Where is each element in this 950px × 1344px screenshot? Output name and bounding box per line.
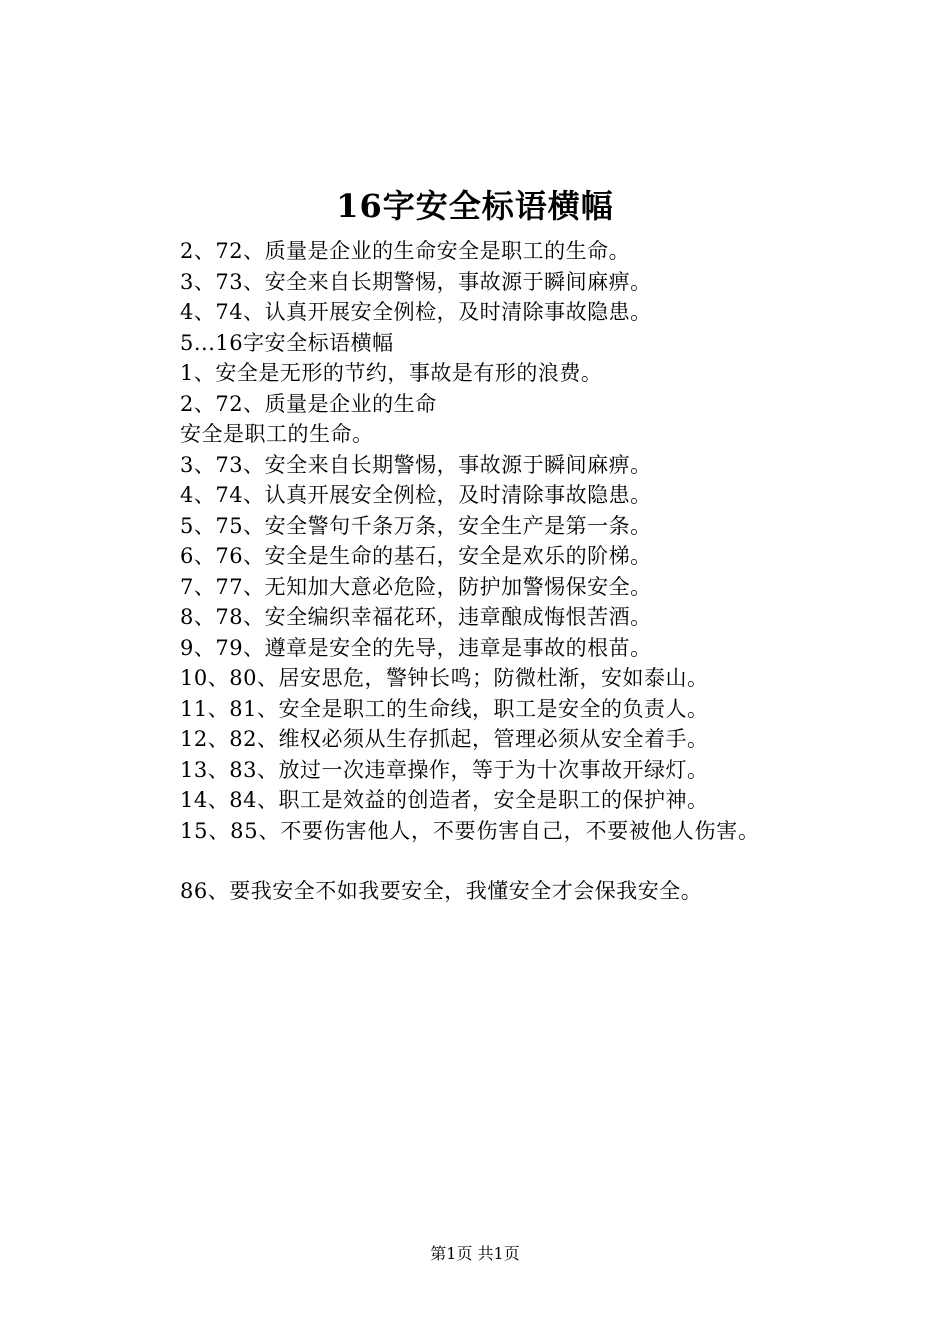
document-body [180, 236, 870, 907]
text-line: 13、83、放过一次违章操作，等于为十次事故开绿灯。 [180, 757, 709, 782]
page-footer: 第1页 共1页 [430, 1244, 520, 1263]
text-line: 8、78、安全编织幸福花环，违章酿成悔恨苦酒。 [180, 605, 652, 629]
text-line: 1、安全是无形的节约，事故是有形的浪费。 [180, 361, 603, 385]
text-line: 11、81、安全是职工的生命线，职工是安全的负责人。 [180, 696, 709, 721]
text-line: 4、74、认真开展安全例检，及时清除事故隐患。 [180, 483, 652, 507]
text-line: 12、82、维权必须从生存抓起，管理必须从安全着手。 [180, 727, 709, 751]
text-line: 2、72、质量是企业的生命 [180, 391, 437, 416]
text-line: 4、74、认真开展安全例检，及时清除事故隐患。 [180, 300, 652, 324]
text-line: 3、73、安全来自长期警惕，事故源于瞬间麻痹。 [180, 269, 652, 294]
text-line: 5...16字安全标语横幅 [180, 330, 394, 355]
text-line: 6、76、安全是生命的基石，安全是欢乐的阶梯。 [180, 544, 652, 568]
text-line: 5、75、安全警句千条万条，安全生产是第一条。 [180, 513, 652, 538]
text-line: 3、73、安全来自长期警惕，事故源于瞬间麻痹。 [180, 452, 652, 477]
text-line: 86、要我安全不如我要安全，我懂安全才会保我安全。 [180, 879, 703, 903]
blank-line [180, 846, 870, 876]
text-line: 9、79、遵章是安全的先导，违章是事故的根苗。 [180, 635, 652, 660]
text-line: 7、77、无知加大意必危险，防护加警惕保安全。 [180, 574, 652, 599]
text-line: 2、72、质量是企业的生命安全是职工的生命。 [180, 239, 631, 263]
document-title: 16字安全标语横幅 [336, 187, 614, 225]
text-line: 14、84、职工是效益的创造者，安全是职工的保护神。 [180, 788, 709, 812]
text-line: 15、85、不要伤害他人，不要伤害自己，不要被他人伤害。 [180, 818, 760, 843]
text-line: 10、80、居安思危，警钟长鸣；防微杜渐，安如泰山。 [180, 666, 709, 690]
text-line: 安全是职工的生命。 [180, 422, 374, 446]
